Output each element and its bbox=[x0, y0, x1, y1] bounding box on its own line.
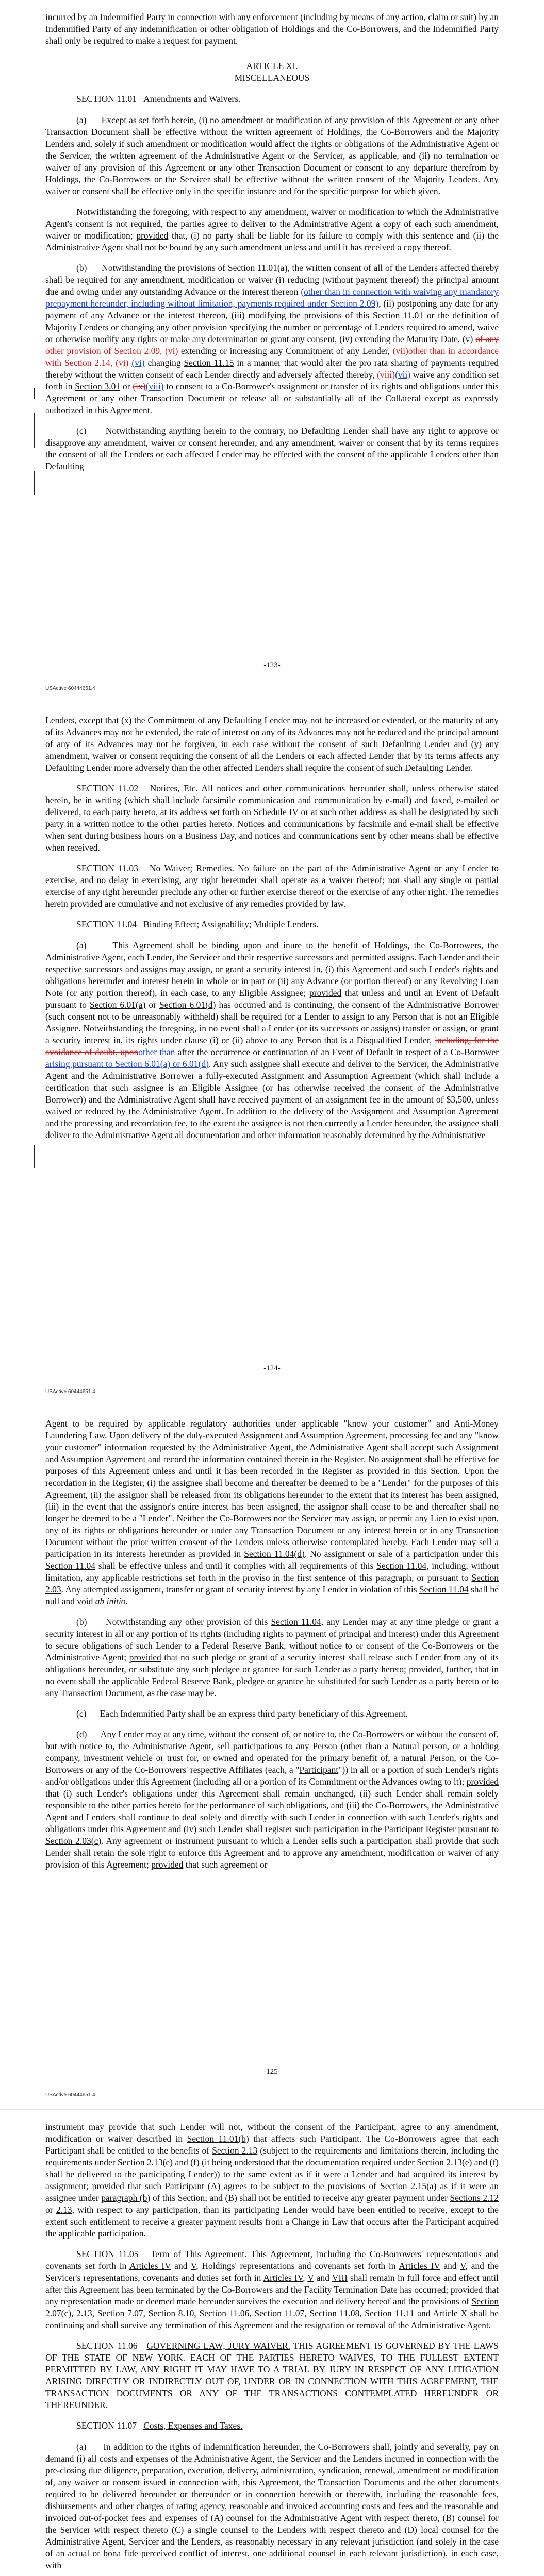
revision-bar bbox=[34, 388, 35, 399]
page-3-body bbox=[45, 1418, 499, 1879]
revision-bar bbox=[34, 471, 35, 495]
section-11-04-heading: SECTION 11.04 Binding Effect; Assignability; Multiple Lenders. bbox=[76, 919, 319, 929]
intro-paragraph: incurred by an Indemnified Party in connection with any enforcement (including by means of any action, claim or suit) by an Indemnified Party of any indemnification or other obligation of Holdings and the Co-Borrowers, and the Indemnified Party shall only be required to make a request for payment. bbox=[45, 12, 499, 46]
section-11-07-a: (a) In addition to the rights of indemnification hereunder, the Co-Borrowers shall, jointly and severally, pay on demand (i) all costs and expenses of the Administrative Agent, the Servicer and the Lenders incurred in connection with the pre-closing due diligence, preparation, execution, delivery, administration, syndication, renewal, amendment or modification of, any waiver or consent issued in connection with, this Agreement, the Transaction Documents and the other documents required to be delivered hereunder or thereunder or in connection herewith or therewith, including the reasonable fees, disbursements and other charges of rating agency, reasonable and invoiced accounting costs and fees and the reasonable and invoiced out-of-pocket fees and expenses of (A) counsel for the Administrative Agent with respect thereto, (B) counsel for the Servicer with respect thereto (C) a single counsel to the Lenders with respect thereto and (D) local counsel for the Administrative Agent, Servicer and the Lenders, as reasonably necessary in any relevant jurisdiction (and solely in the case of an actual or bona fide perceived conflict of interest, one additional counsel in each relevant jurisdiction), in each case, with bbox=[45, 2442, 499, 2570]
section-11-01-b: (b) Notwithstanding the provisions of Section 11.01(a), the written consent of all of the Lenders affected thereby shall be required for any amendment, modification or waiver (i) reducing (without payment thereof) the principal amount due and owing under any outstanding Advance or the interest thereon (other than in connection with waiving any mandatory prepayment hereunder, including without limitation, payments required under Section 2.09), (ii) postponing any date for any payment of any Advance or the interest thereon, (iii) modifying the provisions of this Section 11.01 or the definition of Majority Lenders or changing any other provision specifying the number or percentage of Lenders required to amend, waive or otherwise modify any rights or make any determination or grant any consent, (iv) extending the Maturity Date, (v) of any other provision of Section 2.09, (vi) extending or increasing any Commitment of any Lender, (vii)other than in accordance with Section 2.14, (vi) (vi) changing Section 11.15 in a manner that would alter the pro rata sharing of payments required thereby without the written consent of each Lender directly and adversely affected thereby, (viii)(vii) waive any condition set forth in Section 3.01 or (ix)(viii) to consent to a Co-Borrower's assignment or transfer of its rights and obligations under this Agreement or any other Transaction Document or release all or substantially all of the Collateral except as expressly authorized in this Agreement. bbox=[45, 263, 499, 415]
article-heading bbox=[45, 60, 499, 84]
section-11-04-d-continued: instrument may provide that such Lender will not, without the consent of the Participant, agree to any amendment, modification or waiver described in Section 11.01(b) that affects such Participant. The Co-Borrowers agree that each Participant shall be entitled to the benefits of Section 2.13 (subject to the requirements and limitations therein, including the requirements under Section 2.13(e) and (f) (it being understood that the documentation required under Section 2.13(e) and (f) shall be delivered to the participating Lender)) to the same extent as if it were a Lender and had acquired its interest by assignment; provided that such Participant (A) agrees to be subject to the provisions of Section 2.15(a) as if it were an assignee under paragraph (b) of this Section; and (B) shall not be entitled to receive any greater payment under Sections 2.12 or 2.13, with respect to any participation, than its participating Lender would have been entitled to receive, except to the extent such entitlement to receive a greater payment results from a Change in Law that occurs after the Participant acquired the applicable participation. bbox=[45, 2122, 499, 2239]
page-3 bbox=[0, 1406, 544, 2110]
section-11-07-heading: SECTION 11.07 Costs, Expenses and Taxes. bbox=[76, 2420, 243, 2431]
section-11-01-c-continued: Lenders, except that (x) the Commitment of any Defaulting Lender may not be increased or extended, or the maturity of any of its Advances may not be extended, the rate of interest on any of its Advances may not be reduced and the principal amount of any of its Advances may not be forgiven, in each case without the consent of such Defaulting Lender and (y) any amendment, waiver or consent requiring the consent of all the Lenders or each affected Lender that by its terms affects any Defaulting Lender more adversely than the other affected Lenders shall require the consent of such Defaulting Lender. bbox=[45, 715, 499, 773]
page-number: -125- bbox=[263, 2067, 281, 2076]
document-footer: USActive 60444651.4 bbox=[45, 1389, 95, 1395]
document-footer: USActive 60444651.4 bbox=[45, 2092, 95, 2098]
section-11-04-c: (c) Each Indemnified Party shall be an express third party beneficiary of this Agreement. bbox=[76, 1708, 408, 1719]
page-2 bbox=[0, 703, 544, 1406]
section-11-02: SECTION 11.02 Notices, Etc. All notices and other communications hereunder shall, unless otherwise stated herein, be in writing (which shall include facsimile communication and communication by e-mail) and faxed, e-mailed or delivered, to each party hereto, at its address set forth on Schedule IV or at such other address as shall be designated by such party in a written notice to the other parties hereto. Notices and communications by facsimile and e-mail shall be effective when sent during business hours on a Business Day, and notices and communications sent by other means shall be effective when received. bbox=[45, 783, 499, 853]
section-11-04-d: (d) Any Lender may at any time, without the consent of, or notice to, the Co-Borrowers or without the consent of, but with notice to, the Administrative Agent, sell participations to any Person (other than a Natural person, or a holding company, investment vehicle or trust for, or owned and operated for the primary benefit of, a natural Person, or the Co-Borrowers or any of the Co-Borrowers' respective Affiliates (each, a "Participant")) in all or a portion of such Lender's rights and/or obligations under this Agreement (including all or a portion of its Commitment or the Advances owing to it); provided that (i) such Lender's obligations under this Agreement shall remain unchanged, (ii) such Lender shall remain solely responsible to the other parties hereto for the performance of such obligations, and (iii) the Co-Borrowers, the Administrative Agent and Lenders shall continue to deal solely and directly with such Lender in connection with such Lender's rights and obligations under this Agreement and (iv) such Lender shall register such participation in the Participant Register pursuant to Section 2.03(c). Any agreement or instrument pursuant to which a Lender sells such a participation shall provide that such Lender shall retain the sole right to enforce this Agreement and to approve any amendment, modification or waiver of any provision of this Agreement; provided that such agreement or bbox=[45, 1729, 499, 1870]
section-11-05: SECTION 11.05 Term of This Agreement. This Agreement, including the Co-Borrowers' representations and covenants set forth in Articles IV and V, Holdings' representations and covenants set forth in Articles IV and V, and the Servicer's representations, covenants and duties set forth in Articles IV, V and VIII shall remain in full force and effect until after this Agreement has been terminated by the Co-Borrowers and the Facility Termination Date has occurred; provided that any representation made or deemed made hereunder survives the execution and delivery hereof and the provisions of Section 2.07(c), 2.13, Section 7.07, Section 8.10, Section 11.06, Section 11.07, Section 11.08, Section 11.11 and Article X shall be continuing and shall survive any termination of this Agreement and the resignation or removal of the Administrative Agent. bbox=[45, 2249, 499, 2330]
page-2-body bbox=[45, 715, 499, 1150]
section-11-04-a-continued: Agent to be required by applicable regulatory authorities under applicable "know your customer" and Anti-Money Laundering Law. Upon delivery of the duly-executed Assignment and Assumption Agreement, processing fee and any "know your customer" information requested by the Administrative Agent, the Administrative Agent shall accept such Assignment and Assumption Agreement and record the information contained therein in the Register. No assignment shall be effective for purposes of this Agreement unless and until it has been recorded in the Register as provided in this Section. Upon the recordation in the Register, (i) the assignee shall become and thereafter be deemed to be a "Lender" for the purposes of this Agreement, (ii) the assignor shall be released from its obligations hereunder to the extent that its interest has been assigned, (iii) in the event that the assignor's entire interest has been assigned, the assignor shall cease to be and thereafter shall no longer be deemed to be a "Lender". Neither the Co-Borrowers nor the Servicer may assign, or permit any Lien to exist upon, any of its rights or obligations hereunder or under any Transaction Document or any interest herein or in any Transaction Document without the prior written consent of the Lenders unless otherwise contemplated hereby. Each Lender may sell a participation in its interests hereunder as provided in Section 11.04(d). No assignment or sale of a participation under this Section 11.04 shall be effective unless and until it complies with all requirements of this Section 11.04, including, without limitation, any applicable restrictions set forth in the proviso in the first sentence of this paragraph, or pursuant to Section 2.03. Any attempted assignment, transfer or grant of security interest by any Lender in violation of this Section 11.04 shall be null and void ab initio. bbox=[45, 1418, 499, 1606]
section-11-04-b: (b) Notwithstanding any other provision of this Section 11.04, any Lender may at any time pledge or grant a security interest in all or any portion of its rights (including rights to payment of principal and interest) under this Agreement to secure obligations of such Lender to a Federal Reserve Bank, without notice to or consent of the Co-Borrowers or the Administrative Agent; provided that no such pledge or grant of a security interest shall release such Lender from any of its obligations hereunder, or substitute any such pledgee or grantee for such Lender as a party hereto; provided, further, that in no event shall the applicable Federal Reserve Bank, pledgee or grantee be substituted for such Lender as a party hereto or to any Transaction Document, as the case may be. bbox=[45, 1617, 499, 1698]
page-number: -123- bbox=[263, 661, 281, 669]
article-number: ARTICLE XI. bbox=[246, 61, 298, 71]
section-11-06: SECTION 11.06 GOVERNING LAW; JURY WAIVER. THIS AGREEMENT IS GOVERNED BY THE LAWS OF THE STATE OF NEW YORK. EACH OF THE PARTIES HERETO WAIVES, TO THE FULLEST EXTENT PERMITTED BY LAW, ANY RIGHT IT MAY HAVE TO A TRIAL BY JURY IN RESPECT OF ANY LITIGATION ARISING DIRECTLY OR INDIRECTLY OUT OF, UNDER OR IN CONNECTION WITH THIS AGREEMENT, THE TRANSACTION DOCUMENTS OR ANY OF THE TRANSACTIONS CONTEMPLATED HEREUNDER OR THEREUNDER. bbox=[45, 2341, 499, 2410]
section-11-03: SECTION 11.03 No Waiver; Remedies. No failure on the part of the Administrative Agent or any Lender to exercise, and no delay in exercising, any right hereunder shall operate as a waiver thereof; nor shall any single or partial exercise of any right hereunder preclude any other or further exercise thereof or the exercise of any other right. The remedies herein provided are cumulative and not exclusive of any remedies provided by law. bbox=[45, 863, 499, 909]
page-number: -124- bbox=[263, 1364, 281, 1372]
revision-bar bbox=[34, 413, 35, 448]
section-11-01-heading: SECTION 11.01 Amendments and Waivers. bbox=[76, 94, 241, 104]
page-1 bbox=[0, 0, 544, 703]
page-4-body bbox=[45, 2121, 499, 2576]
document-footer: USActive 60444651.4 bbox=[45, 686, 95, 691]
section-11-04-a: (a) This Agreement shall be binding upon and inure to the benefit of Holdings, the Co-Borrowers, the Administrative Agent, each Lender, the Servicer and their respective successors and permitted assigns. Each Lender and their respective successors and assigns may assign, or grant a security interest in, (i) this Agreement and such Lender's rights and obligations hereunder and interest herein in whole or in part or (ii) any Advance (or portion thereof) or any Revolving Loan Note (or any portion thereof), in each case, to any Eligible Assignee; provided that unless and until an Event of Default pursuant to Section 6.01(a) or Section 6.01(d) has occurred and is continuing, the consent of the Administrative Borrower (such consent not to be unreasonably withheld) shall be required for a Lender to assign to any Person that is not an Eligible Assignee. Notwithstanding the foregoing, in no event shall a Lender (or its successors or assigns) transfer or assign, or grant a security interest in, its rights under clause (i) or (ii) above to any Person that is a Disqualified Lender, including, for the avoidance of doubt, uponother than after the occurrence or continuation of an Event of Default in respect of a Co-Borrower arising pursuant to Section 6.01(a) or 6.01(d). Any such assignee shall execute and deliver to the Servicer, the Administrative Agent and the Administrative Borrower a fully-executed Assignment and Assumption Agreement (which shall include a certification that such assignee is an Eligible Assignee (or has otherwise received the consent of the Administrative Borrower)) and the Administrative Agent shall have received payment of an assignment fee in the amount of $3,500, unless waived or reduced by the Administrative Agent. In addition to the delivery of the Assignment and Assumption Agreement and the processing and recordation fee, to the extent the assignee is not then currently a Lender hereunder, the assignee shall deliver to the Administrative Agent all documentation and other information reasonably determined by the Administrative bbox=[45, 940, 499, 1140]
section-11-01-c: (c) Notwithstanding anything herein to the contrary, no Defaulting Lender shall have any right to approve or disapprove any amendment, waiver or consent hereunder, and any amendment, waiver or consent that by its terms requires the consent of all the Lenders or each affected Lender may be effected with the consent of the applicable Lenders other than Defaulting bbox=[45, 426, 499, 471]
article-title: MISCELLANEOUS bbox=[234, 73, 310, 83]
page-1-body bbox=[45, 11, 499, 481]
revision-bar bbox=[34, 1145, 35, 1168]
section-11-01-a: (a) Except as set forth herein, (i) no amendment or modification of any provision of this Agreement or any other Transaction Document shall be effective without the written agreement of Holdings, the Co-Borrowers and the Majority Lenders and, solely if such amendment or modification would affect the rights or obligations of the Administrative Agent or the Servicer, the written agreement of the Administrative Agent or the Servicer, as applicable, and (ii) no termination or waiver of any provision of this Agreement or any other Transaction Document or consent to any departure therefrom by Holdings, the Co-Borrowers or the Servicer shall be effective without the written consent of the Majority Lenders. Any waiver or consent shall be effective only in the specific instance and for the specific purpose for which given. bbox=[45, 115, 499, 196]
page-4 bbox=[0, 2110, 544, 2576]
notwithstanding-paragraph-1: Notwithstanding the foregoing, with respect to any amendment, waiver or modification to which the Administrative Agent's consent is not required, the parties agree to deliver to the Administrative Agent a copy of each such amendment, waiver or modification; provided that, (i) no party shall be liable for its failure to comply with this sentence and (ii) the Administrative Agent shall not be bound by any such amendment unless and until it has received a copy thereof. bbox=[45, 207, 499, 252]
